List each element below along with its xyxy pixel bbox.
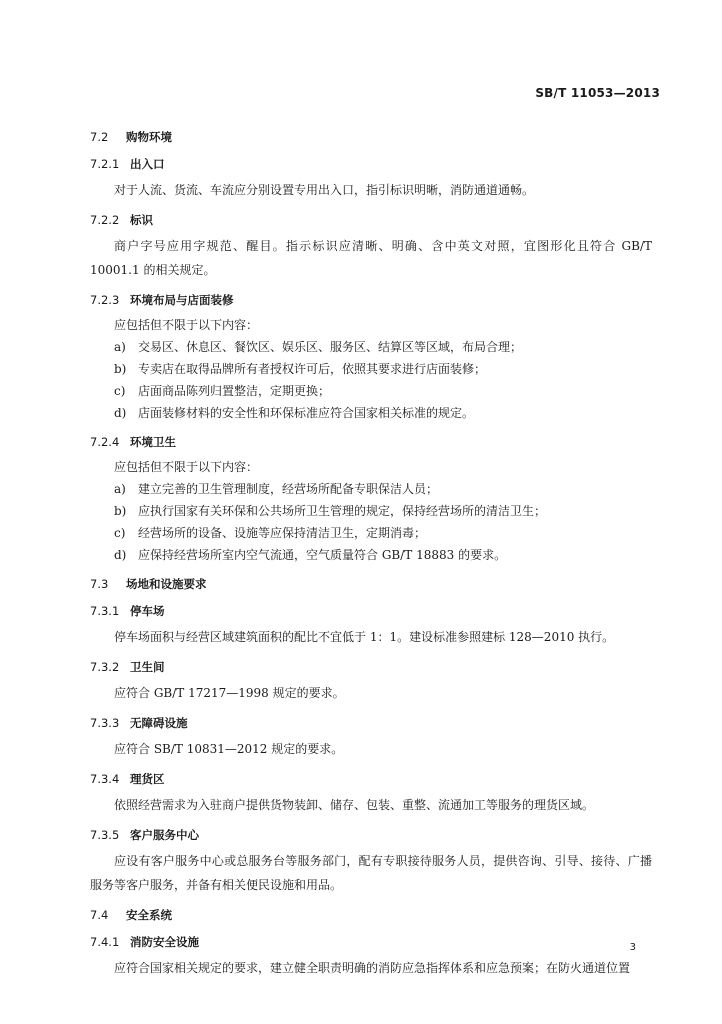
paragraph: 对于人流、货流、车流应分别设置专用出入口，指引标识明晰，消防通道通畅。: [114, 183, 535, 197]
list-item: a) 交易区、休息区、餐饮区、娱乐区、服务区、结算区等区域，布局合理；: [114, 340, 523, 354]
list-item: b) 应执行国家有关环保和公共场所卫生管理的规定，保持经营场所的清洁卫生；: [114, 504, 547, 518]
item-list: [90, 336, 652, 424]
subsection-heading: 7.3.5 客户服务中心: [90, 828, 199, 842]
list-intro: 应包括但不限于以下内容：: [114, 460, 259, 474]
list-item: c) 店面商品陈列归置整洁，定期更换；: [114, 384, 331, 398]
paragraph: 应符合国家相关规定的要求，建立健全职责明确的消防应急指挥体系和应急预案；在防火通道位置: [114, 961, 631, 975]
subsection-heading: 7.3.1 停车场: [90, 604, 165, 618]
subsection-heading: 7.4.1 消防安全设施: [90, 935, 199, 949]
paragraph: 停车场面积与经营区域建筑面积的配比不宜低于 1：1。建设标准参照建标 128—2010 执行。: [114, 630, 615, 644]
subsection-heading: 7.3.4 理货区: [90, 772, 165, 786]
list-item: d) 店面装修材料的安全性和环保标准应符合国家相关标准的规定。: [114, 406, 475, 420]
subsection-heading: 7.3.2 卫生间: [90, 660, 165, 674]
section-heading: 7.4 安全系统: [90, 908, 172, 922]
subsection-heading: 7.3.3 无障碍设施: [90, 716, 188, 730]
paragraph: 应设有客户服务中心或总服务台等服务部门，配有专职接待服务人员，提供咨询、引导、接待、广播服务等客户服务，并备有相关便民设施和用品。: [90, 854, 652, 892]
list-item: a) 建立完善的卫生管理制度，经营场所配备专职保洁人员；: [114, 482, 439, 496]
section-heading: 7.3 场地和设施要求: [90, 577, 207, 591]
list-intro: 应包括但不限于以下内容：: [114, 318, 259, 332]
paragraph: 应符合 SB/T 10831—2012 规定的要求。: [114, 742, 344, 756]
subsection-heading: 7.2.4 环境卫生: [90, 435, 176, 449]
document-body: [90, 124, 652, 980]
paragraph: 依照经营需求为入驻商户提供货物装卸、储存、包装、重整、流通加工等服务的理货区域。: [114, 798, 595, 812]
subsection-heading: 7.2.3 环境布局与店面装修: [90, 293, 234, 307]
list-item: b) 专卖店在取得品牌所有者授权许可后，依照其要求进行店面装修；: [114, 362, 487, 376]
paragraph: 应符合 GB/T 17217—1998 规定的要求。: [114, 686, 345, 700]
section-heading: 7.2 购物环境: [90, 130, 172, 144]
item-list: [90, 478, 652, 566]
paragraph: 商户字号应用字规范、醒目。指示标识应清晰、明确、含中英文对照，宜图形化且符合 GB/T 10001.1 的相关规定。: [90, 239, 652, 277]
page-number: 3: [629, 942, 636, 953]
list-item: c) 经营场所的设备、设施等应保持清洁卫生，定期消毒；: [114, 526, 427, 540]
subsection-heading: 7.2.2 标识: [90, 213, 153, 227]
list-item: d) 应保持经营场所室内空气流通，空气质量符合 GB/T 18883 的要求。: [114, 548, 507, 562]
subsection-heading: 7.2.1 出入口: [90, 157, 165, 171]
standard-code: SB/T 11053—2013: [535, 86, 660, 100]
